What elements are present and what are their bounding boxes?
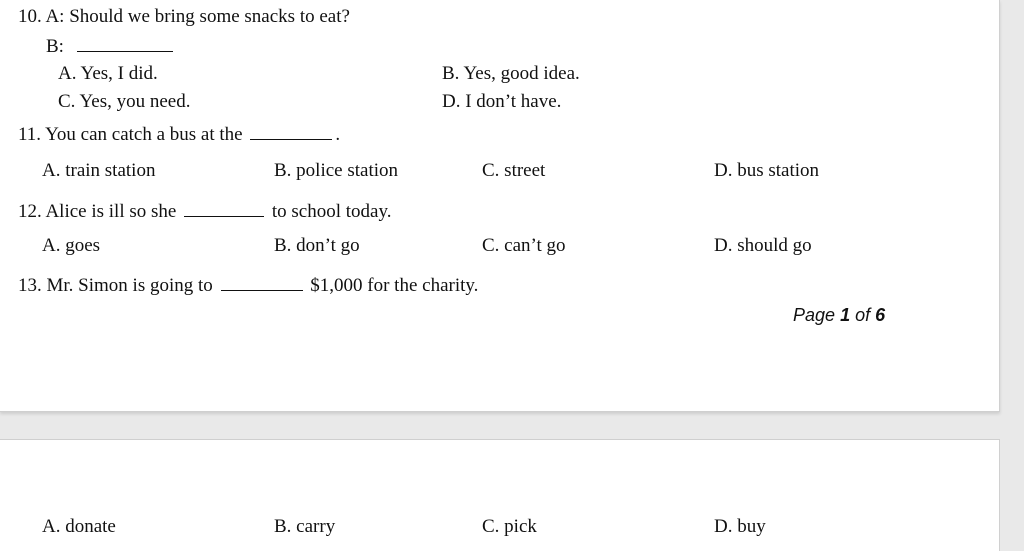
answer-blank (184, 200, 264, 217)
question-11-option-c: C. street (482, 160, 546, 181)
question-12-text-before: Alice is ill so she (45, 201, 177, 222)
question-11-text-before: You can catch a bus at the (45, 124, 243, 145)
answer-blank (221, 274, 303, 291)
question-13-option-a: A. donate (42, 516, 116, 537)
page-number-footer (793, 304, 885, 326)
question-11 (18, 123, 340, 146)
question-10-text: A: Should we bring some snacks to eat? (45, 6, 350, 27)
answer-blank (77, 35, 173, 52)
question-10-option-b: B. Yes, good idea. (442, 63, 580, 84)
question-11-option-b: B. police station (274, 160, 399, 181)
question-13-option-b: B. carry (274, 516, 336, 537)
answer-blank (250, 123, 332, 140)
question-12-option-a: A. goes (42, 235, 101, 256)
question-12-option-d: D. should go (714, 235, 812, 256)
question-10-option-d: D. I don’t have. (442, 91, 562, 112)
question-12 (18, 200, 391, 223)
question-11-option-a: A. train station (42, 160, 156, 181)
question-13 (18, 274, 478, 297)
question-12-text-after: to school today. (271, 201, 392, 222)
question-12-number: 12. (18, 201, 42, 222)
question-13-option-c: C. pick (482, 516, 537, 537)
question-12-option-c: C. can’t go (482, 235, 566, 256)
question-13-text-before: Mr. Simon is going to (46, 275, 213, 296)
question-11-number: 11. (18, 124, 42, 145)
page-label: Page (793, 305, 836, 325)
total-pages-number: 6 (875, 305, 886, 325)
question-10-option-a: A. Yes, I did. (58, 63, 158, 84)
page-of-label: of (855, 305, 871, 325)
question-13-option-d: D. buy (714, 516, 766, 537)
document-page-2 (0, 439, 1000, 551)
question-13-number: 13. (18, 275, 42, 296)
question-13-text-after: $1,000 for the charity. (310, 275, 479, 296)
question-11-option-d: D. bus station (714, 160, 820, 181)
question-10-option-c: C. Yes, you need. (58, 91, 191, 112)
current-page-number: 1 (840, 305, 851, 325)
question-10-number: 10. (18, 6, 42, 27)
question-10-b-label: B: (46, 36, 64, 57)
question-11-text-after: . (335, 124, 341, 145)
question-10-response-line (46, 35, 176, 58)
question-10 (18, 6, 350, 28)
question-12-option-b: B. don’t go (274, 235, 360, 256)
